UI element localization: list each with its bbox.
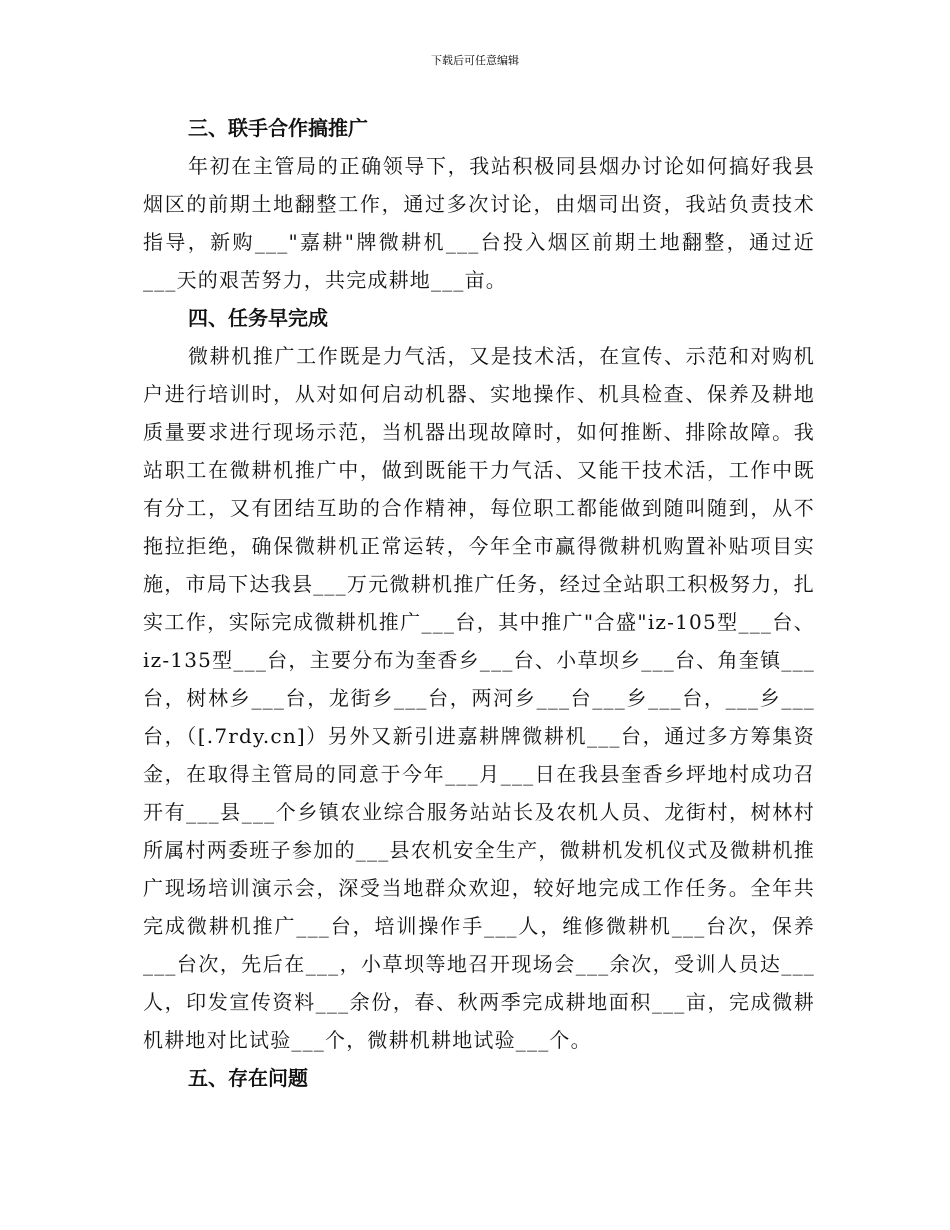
section-paragraph-3: 年初在主管局的正确领导下，我站积极同县烟办讨论如何搞好我县烟区的前期土地翻整工作，通过多次讨论，由烟司出资，我站负责技术指导，新购___"嘉耕"牌微耕机___台投入烟区前期土地翻整，通过近___天的艰苦努力，共完成耕地___亩。 (143, 154, 815, 292)
section-paragraph-4: 微耕机推广工作既是力气活，又是技术活，在宣传、示范和对购机户进行培训时，从对如何启动机器、实地操作、机具检查、保养及耕地质量要求进行现场示范，当机器出现故障时，如何推断、排除故障。我站职工在微耕机推广中，做到既能干力气活、又能干技术活，工作中既有分工，又有团结互助的合作精神，每位职工都能做到随叫随到，从不拖拉拒绝，确保微耕机正常运转，今年全市赢得微耕机购置补贴项目实施，市局下达我县___万元微耕机推广任务，经过全站职工积极努力，扎实工作，实际完成微耕机推广___台，其中推广"合盛"iz-105型___台、iz-135型___台，主要分布为奎香乡___台、小草坝乡___台、角奎镇___台，树林乡___台，龙街乡___台，两河乡___台___乡___台，___乡___台，（[.7rdy.cn]）另外又新引进嘉耕牌微耕机___台，通过多方筹集资金，在取得主管局的同意于今年___月___日在我县奎香乡坪地村成功召开有___县___个乡镇农业综合服务站站长及农机人员、龙街村，树林村所属村两委班子参加的___县农机安全生产，微耕机发机仪式及微耕机推广现场培训演示会，深受当地群众欢迎，较好地完成工作任务。全年共完成微耕机推广___台，培训操作手___人，维修微耕机___台次，保养___台次，先后在___，小草坝等地召开现场会___余次，受训人员达___人，印发宣传资料___余份，春、秋两季完成耕地面积___亩，完成微耕机耕地对比试验___个，微耕机耕地试验___个。 (143, 344, 815, 1052)
section-heading-4: 四、任务早完成 (188, 306, 328, 330)
document-body (143, 109, 815, 1097)
section-heading-5: 五、存在问题 (188, 1066, 308, 1090)
page-header: 下载后可任意编辑 (431, 54, 519, 67)
section-heading-3: 三、联手合作搞推广 (188, 116, 368, 140)
